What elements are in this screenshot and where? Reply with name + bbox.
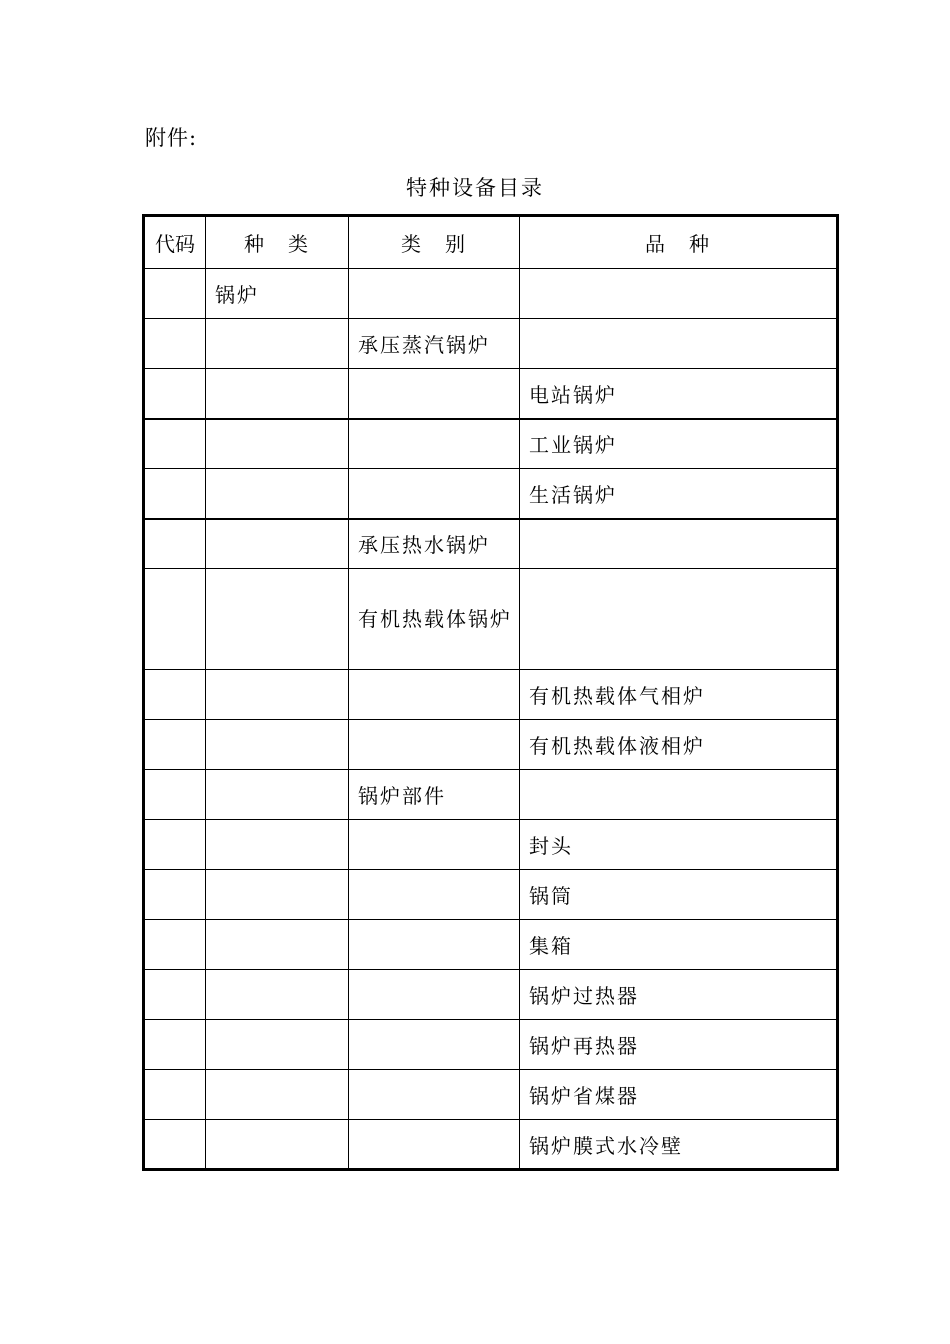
cell-category: 有机热载体锅炉 xyxy=(349,569,520,670)
cell-category xyxy=(349,720,520,770)
table-row xyxy=(144,670,838,720)
cell-code xyxy=(144,920,206,970)
cell-code xyxy=(144,419,206,469)
table-row xyxy=(144,720,838,770)
cell-category xyxy=(349,369,520,419)
table-row xyxy=(144,369,838,419)
cell-kind: 锅炉 xyxy=(206,269,349,319)
table-row xyxy=(144,870,838,920)
cell-code xyxy=(144,519,206,569)
cell-kind xyxy=(206,519,349,569)
cell-variety xyxy=(520,269,838,319)
cell-code xyxy=(144,970,206,1020)
cell-category xyxy=(349,920,520,970)
cell-code xyxy=(144,469,206,519)
table-row xyxy=(144,269,838,319)
table-row xyxy=(144,569,838,670)
cell-category xyxy=(349,1120,520,1170)
cell-variety: 工业锅炉 xyxy=(520,419,838,469)
cell-kind xyxy=(206,1070,349,1120)
cell-code xyxy=(144,770,206,820)
cell-category xyxy=(349,1020,520,1070)
cell-kind xyxy=(206,720,349,770)
cell-variety: 封头 xyxy=(520,820,838,870)
cell-kind xyxy=(206,920,349,970)
cell-kind xyxy=(206,569,349,670)
cell-variety: 电站锅炉 xyxy=(520,369,838,419)
table-row xyxy=(144,1070,838,1120)
cell-code xyxy=(144,569,206,670)
cell-code xyxy=(144,670,206,720)
attachment-label: 附件: xyxy=(145,126,198,150)
cell-kind xyxy=(206,820,349,870)
header-code: 代码 xyxy=(144,216,206,269)
cell-code xyxy=(144,1070,206,1120)
cell-category: 承压蒸汽锅炉 xyxy=(349,319,520,369)
cell-category xyxy=(349,870,520,920)
cell-variety: 锅炉再热器 xyxy=(520,1020,838,1070)
cell-variety: 有机热载体液相炉 xyxy=(520,720,838,770)
cell-kind xyxy=(206,369,349,419)
equipment-catalog-table xyxy=(142,214,839,1171)
table-row xyxy=(144,519,838,569)
cell-variety xyxy=(520,519,838,569)
cell-code xyxy=(144,1020,206,1070)
cell-variety: 锅炉过热器 xyxy=(520,970,838,1020)
cell-code xyxy=(144,319,206,369)
table-row xyxy=(144,419,838,469)
cell-code xyxy=(144,269,206,319)
table-row xyxy=(144,820,838,870)
table-row xyxy=(144,469,838,519)
cell-kind xyxy=(206,870,349,920)
cell-variety: 生活锅炉 xyxy=(520,469,838,519)
cell-variety: 集箱 xyxy=(520,920,838,970)
table-row xyxy=(144,319,838,369)
cell-variety xyxy=(520,319,838,369)
cell-kind xyxy=(206,670,349,720)
header-variety: 品 种 xyxy=(520,216,838,269)
header-category: 类 别 xyxy=(349,216,520,269)
cell-kind xyxy=(206,970,349,1020)
cell-kind xyxy=(206,1120,349,1170)
cell-category xyxy=(349,970,520,1020)
table-row xyxy=(144,1020,838,1070)
cell-code xyxy=(144,369,206,419)
cell-category xyxy=(349,670,520,720)
table-row xyxy=(144,970,838,1020)
header-kind: 种 类 xyxy=(206,216,349,269)
cell-kind xyxy=(206,419,349,469)
cell-category xyxy=(349,419,520,469)
cell-code xyxy=(144,1120,206,1170)
cell-category xyxy=(349,269,520,319)
table-row xyxy=(144,770,838,820)
cell-variety xyxy=(520,770,838,820)
cell-kind xyxy=(206,1020,349,1070)
cell-category xyxy=(349,469,520,519)
cell-variety: 有机热载体气相炉 xyxy=(520,670,838,720)
cell-variety: 锅炉膜式水冷壁 xyxy=(520,1120,838,1170)
document-title: 特种设备目录 xyxy=(406,176,544,200)
cell-variety: 锅炉省煤器 xyxy=(520,1070,838,1120)
cell-code xyxy=(144,720,206,770)
cell-kind xyxy=(206,319,349,369)
cell-code xyxy=(144,870,206,920)
cell-category xyxy=(349,1070,520,1120)
table-row xyxy=(144,1120,838,1170)
table-header-row xyxy=(144,216,838,269)
cell-code xyxy=(144,820,206,870)
table-row xyxy=(144,920,838,970)
cell-variety: 锅筒 xyxy=(520,870,838,920)
cell-category xyxy=(349,820,520,870)
cell-kind xyxy=(206,770,349,820)
cell-variety xyxy=(520,569,838,670)
cell-category: 承压热水锅炉 xyxy=(349,519,520,569)
cell-category: 锅炉部件 xyxy=(349,770,520,820)
cell-kind xyxy=(206,469,349,519)
